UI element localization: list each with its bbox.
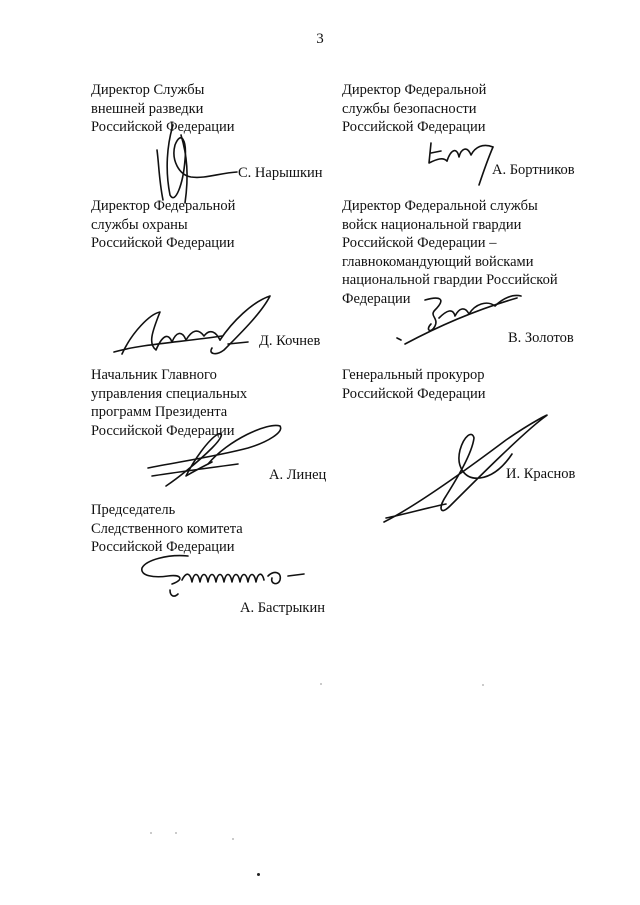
signatory-name-naryshkin: С. Нарышкин xyxy=(238,165,323,181)
scan-speck xyxy=(320,683,322,685)
scan-speck xyxy=(150,832,152,834)
title-line: управления специальных xyxy=(91,385,248,402)
scan-speck xyxy=(175,832,177,834)
signatory-name-linets: А. Линец xyxy=(269,467,327,483)
title-line: Председатель xyxy=(91,502,176,518)
title-line: службы охраны xyxy=(91,216,188,233)
title-line: национальной гвардии Российской xyxy=(342,272,558,288)
title-line: Российской Федерации xyxy=(91,235,235,251)
title-line: Российской Федерации xyxy=(342,385,486,402)
title-line: Начальник Главного xyxy=(91,367,217,383)
title-line: Российской Федерации xyxy=(91,422,235,439)
title-line: Генеральный прокурор xyxy=(342,367,485,383)
scan-speck xyxy=(482,684,484,686)
signatory-name-bortnikov: А. Бортников xyxy=(492,162,575,178)
title-line: Директор Службы xyxy=(91,82,205,98)
title-line: Директор Федеральной xyxy=(342,82,487,98)
title-line: Российской Федерации xyxy=(91,539,235,555)
page-number: 3 xyxy=(316,31,324,47)
title-line: Российской Федерации xyxy=(342,119,486,135)
signature-linets xyxy=(138,418,288,493)
signature-naryshkin xyxy=(145,115,245,210)
signatory-name-krasnov: И. Краснов xyxy=(506,466,576,482)
title-line: Российской Федерации – xyxy=(342,235,497,251)
signatory-name-kochnev: Д. Кочнев xyxy=(259,333,321,349)
signature-bortnikov xyxy=(425,135,500,190)
title-line: Следственного комитета xyxy=(91,520,243,537)
title-line: Федерации xyxy=(342,290,411,307)
signature-zolotov xyxy=(395,288,525,350)
title-line: Директор Федеральной службы xyxy=(342,198,538,214)
signatory-title-bortnikov xyxy=(342,81,486,137)
signature-kochnev xyxy=(112,292,272,362)
signatory-title-krasnov xyxy=(342,366,486,403)
signatory-name-bastrykin: А. Бастрыкин xyxy=(240,600,325,616)
signatory-title-kochnev xyxy=(91,197,235,253)
title-line: войск национальной гвардии xyxy=(342,216,522,233)
scan-dot xyxy=(257,873,260,876)
signatory-name-zolotov: В. Золотов xyxy=(508,330,574,346)
title-line: службы безопасности xyxy=(342,100,477,117)
title-line: Российской Федерации xyxy=(91,119,235,135)
title-line: главнокомандующий войсками xyxy=(342,253,534,270)
title-line: внешней разведки xyxy=(91,100,204,117)
scan-speck xyxy=(232,838,234,840)
title-line: Директор Федеральной xyxy=(91,198,236,214)
signature-bastrykin xyxy=(138,548,308,603)
title-line: программ Президента xyxy=(91,404,228,420)
